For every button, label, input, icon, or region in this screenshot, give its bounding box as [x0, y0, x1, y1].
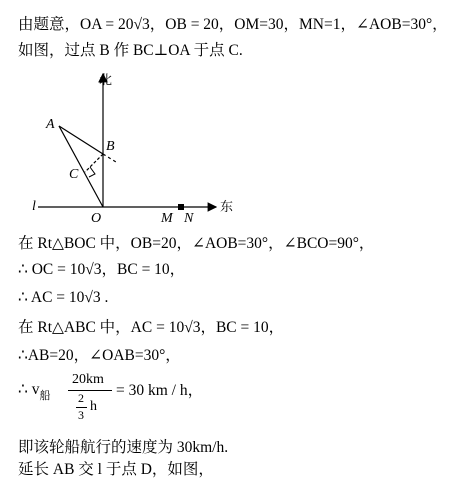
speed-prefix — [18, 379, 51, 402]
label-M: M — [161, 211, 173, 226]
fraction-numerator: 20km — [72, 372, 104, 387]
text-line-3: 在 Rt△BOC 中，OB=20，∠AOB=30°，∠BCO=90°， — [18, 235, 375, 252]
fraction-denominator-bottom: 3 — [78, 408, 84, 422]
fraction-bar-main — [68, 390, 112, 391]
point-N-marker — [178, 204, 184, 210]
label-north: 北 — [99, 73, 113, 88]
speed-subscript: 船 — [39, 390, 51, 402]
dashed-extension — [103, 154, 116, 162]
label-C: C — [69, 167, 79, 182]
text-line-9: 即该轮船航行的速度为 30km/h. — [18, 439, 229, 456]
text-line-4: ∴ OC = 10√3，BC = 10， — [18, 261, 186, 278]
segment-OA — [59, 126, 103, 207]
geometry-figure — [18, 66, 238, 226]
segment-AB — [59, 126, 103, 154]
fraction-denominator-top: 2 — [78, 391, 84, 405]
fraction-denominator-unit: h — [90, 399, 97, 414]
text-line-6: 在 Rt△ABC 中，AC = 10√3，BC = 10， — [18, 319, 285, 336]
label-east: 东 — [220, 200, 234, 215]
text-line-10: 延长 AB 交 l 于点 D，如图， — [18, 461, 214, 478]
text-line-2: 如图，过点 B 作 BC⊥OA 于点 C. — [18, 42, 243, 59]
label-N: N — [184, 211, 194, 226]
right-angle-mark — [89, 167, 95, 177]
segment-BC — [85, 154, 103, 172]
label-B: B — [106, 139, 115, 154]
label-A: A — [46, 117, 55, 132]
text-line-7: ∴AB=20，∠OAB=30°， — [18, 347, 181, 364]
text-line-1: 由题意，OA = 20√3，OB = 20，OM=30，MN=1，∠AOB=30°， — [18, 16, 448, 33]
speed-result: = 30 km / h， — [116, 382, 204, 399]
speed-prefix-text: ∴ v — [18, 381, 40, 398]
label-l: l — [32, 199, 36, 214]
text-line-5: ∴ AC = 10√3 . — [18, 289, 109, 306]
label-O: O — [91, 211, 102, 226]
